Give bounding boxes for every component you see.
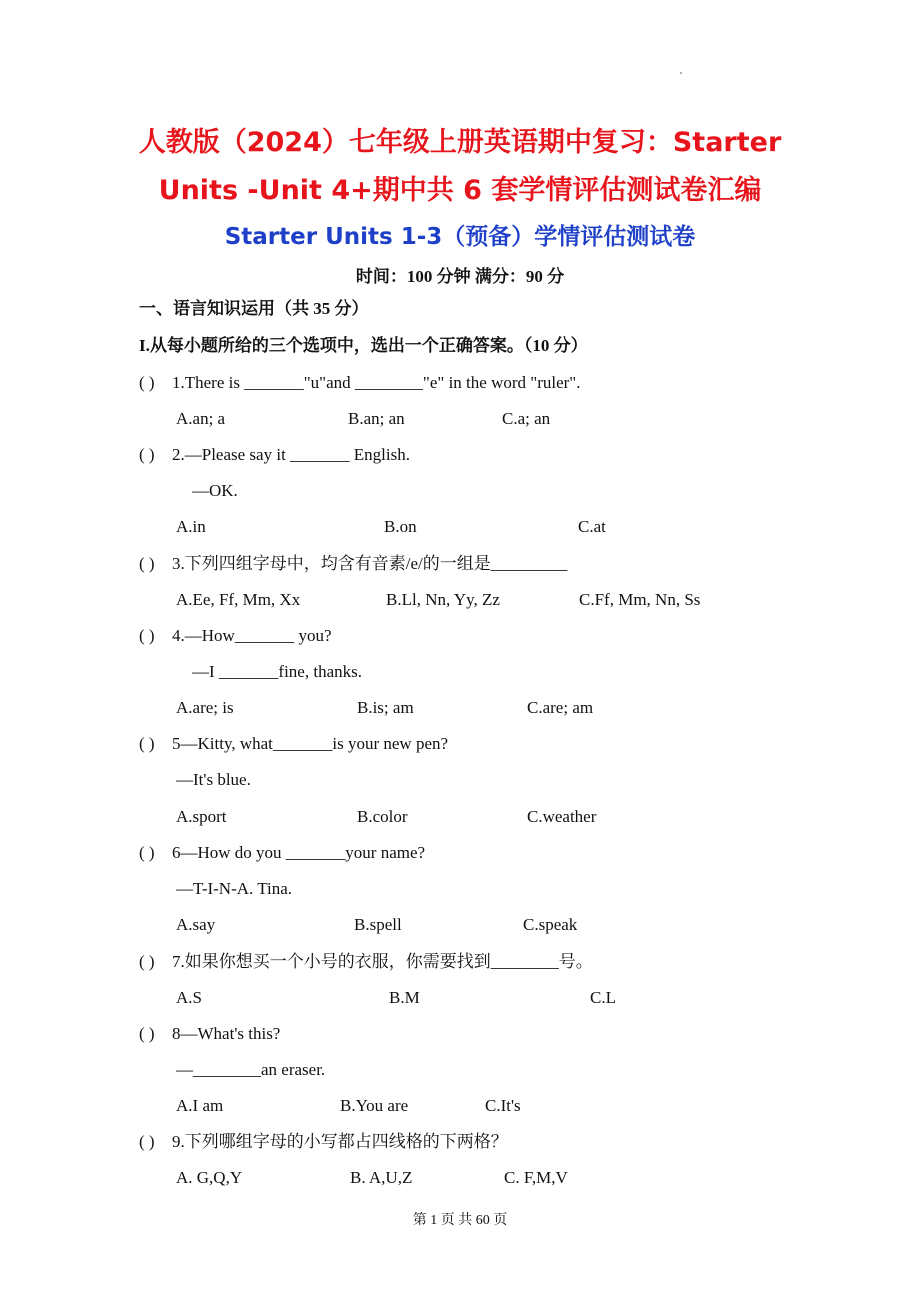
option-c: C.Ff, Mm, Nn, Ss bbox=[579, 590, 701, 609]
option-a: A.S bbox=[176, 988, 202, 1007]
question-stem: 3.下列四组字母中，均含有音素/e/的一组是_________ bbox=[172, 554, 568, 573]
option-b: B.color bbox=[357, 807, 408, 826]
page-footer: 第 1 页 共 60 页 bbox=[412, 1213, 508, 1228]
option-a: A.Ee, Ff, Mm, Xx bbox=[176, 590, 301, 609]
option-b: B.You are bbox=[340, 1096, 409, 1115]
document-title-line-2: Units -Unit 4+期中共 6 套学情评估测试卷汇编 bbox=[158, 175, 762, 206]
question-stem: 6—How do you _______your name? bbox=[172, 843, 426, 862]
option-b: B.on bbox=[384, 517, 417, 536]
answer-blank: ( ) bbox=[139, 626, 155, 645]
question-stem: 5—Kitty, what_______is your new pen? bbox=[172, 734, 449, 753]
scan-dot bbox=[680, 72, 682, 74]
answer-blank: ( ) bbox=[139, 554, 155, 573]
answer-blank: ( ) bbox=[139, 1024, 155, 1043]
option-a: A.sport bbox=[176, 807, 227, 826]
answer-blank: ( ) bbox=[139, 1132, 155, 1151]
question-stem: 9.下列哪组字母的小写都占四线格的下两格？ bbox=[172, 1132, 508, 1151]
option-a: A.in bbox=[176, 517, 206, 536]
option-c: C. F,M,V bbox=[504, 1168, 568, 1187]
option-c: C.a; an bbox=[502, 409, 551, 428]
option-a: A.say bbox=[176, 915, 216, 934]
option-a: A.an; a bbox=[176, 409, 226, 428]
document-title-line-1: 人教版（2024）七年级上册英语期中复习：Starter bbox=[138, 127, 782, 158]
option-a: A.I am bbox=[176, 1096, 224, 1115]
answer-blank: ( ) bbox=[139, 734, 155, 753]
option-b: B.an; an bbox=[348, 409, 405, 428]
option-c: C.L bbox=[590, 988, 616, 1007]
option-c: C.weather bbox=[527, 807, 597, 826]
option-c: C.are; am bbox=[527, 698, 594, 717]
question-stem: 4.—How_______ you? bbox=[172, 626, 332, 645]
option-a: A.are; is bbox=[176, 698, 234, 717]
answer-blank: ( ) bbox=[139, 445, 155, 464]
question-stem: 8—What's this? bbox=[172, 1024, 281, 1043]
question-dialogue: —It's blue. bbox=[176, 770, 251, 789]
option-c: C.at bbox=[578, 517, 606, 536]
option-c: C.speak bbox=[523, 915, 578, 934]
answer-blank: ( ) bbox=[139, 843, 155, 862]
section-heading: 一、语言知识运用（共 35 分） bbox=[139, 299, 369, 318]
question-dialogue: —I _______fine, thanks. bbox=[192, 662, 362, 681]
answer-blank: ( ) bbox=[139, 952, 155, 971]
question-stem: 2.—Please say it _______ English. bbox=[172, 445, 410, 464]
option-b: B.Ll, Nn, Yy, Zz bbox=[386, 590, 500, 609]
question-stem: 7.如果你想买一个小号的衣服，你需要找到________号。 bbox=[172, 952, 593, 971]
option-c: C.It's bbox=[485, 1096, 521, 1115]
option-b: B. A,U,Z bbox=[350, 1168, 413, 1187]
option-b: B.spell bbox=[354, 915, 402, 934]
question-dialogue: —________an eraser. bbox=[176, 1060, 326, 1079]
time-and-score: 时间：100 分钟 满分：90 分 bbox=[355, 267, 565, 286]
option-b: B.M bbox=[389, 988, 420, 1007]
test-subtitle: Starter Units 1-3（预备）学情评估测试卷 bbox=[224, 224, 696, 250]
part-heading: I.从每小题所给的三个选项中，选出一个正确答案。（10 分） bbox=[139, 336, 588, 355]
question-stem: 1.There is _______"u"and ________"e" in the word "ruler". bbox=[172, 373, 581, 392]
option-a: A. G,Q,Y bbox=[176, 1168, 243, 1187]
question-dialogue: —T-I-N-A. Tina. bbox=[176, 879, 293, 898]
option-b: B.is; am bbox=[357, 698, 414, 717]
question-dialogue: —OK. bbox=[192, 481, 238, 500]
answer-blank: ( ) bbox=[139, 373, 155, 392]
